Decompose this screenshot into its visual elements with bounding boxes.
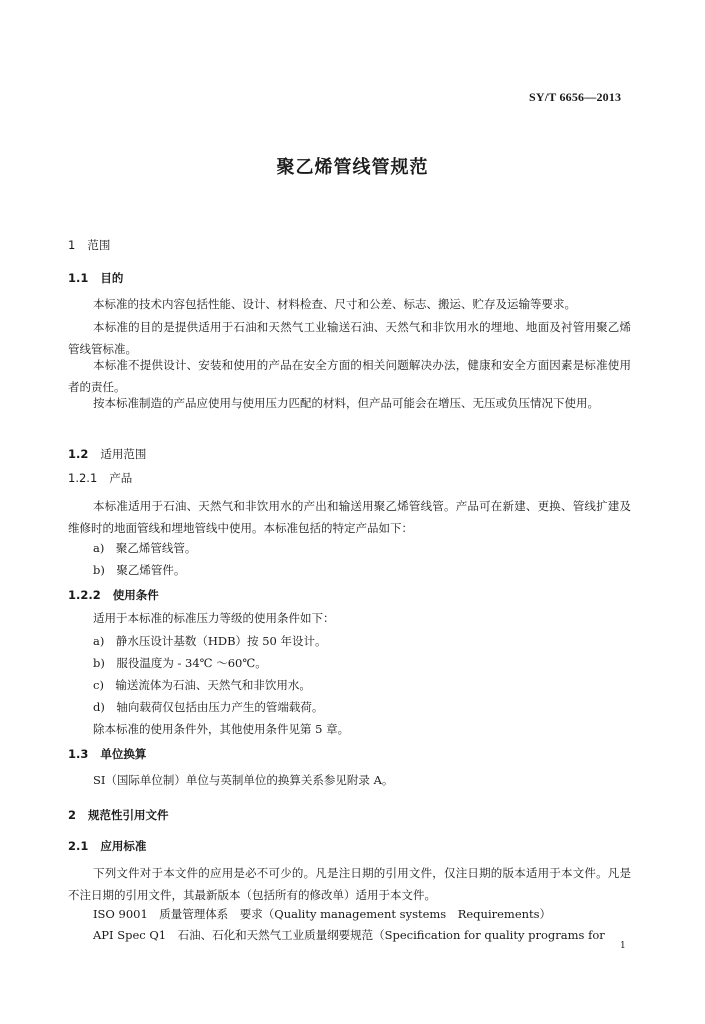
document-title: 聚乙烯管线管规范 [276,157,429,178]
section-1-3-heading [68,746,146,762]
section-number: 1 [68,238,76,252]
list-item: b) 服役温度为 - 34℃ ～60℃。 [93,656,267,670]
section-number: 2.1 [68,839,89,853]
section-title: 适用范围 [100,447,147,461]
paragraph: 本标准适用于石油、天然气和非饮用水的产出和输送用聚乙烯管线管。产品可在新建、更换、管线扩建及维修时的地面管线和埋地管线中使用。本标准包括的特定产品如下： [68,499,631,535]
paragraph: 本标准的目的是提供适用于石油和天然气工业输送石油、天然气和非饮用水的埋地、地面及衬管用聚乙烯管线管标准。 [68,320,631,356]
section-number: 1.3 [68,747,89,761]
paragraph: 本标准的技术内容包括性能、设计、材料检查、尺寸和公差、标志、搬运、贮存及运输等要求。 [93,297,576,311]
section-number: 1.1 [68,271,89,285]
section-1-1-heading [68,270,123,286]
section-title: 范围 [87,238,111,252]
list-item: d) 轴向载荷仅包括由压力产生的管端载荷。 [93,700,324,714]
section-title: 使用条件 [112,588,159,602]
section-2-heading [68,807,169,823]
paragraph: 按本标准制造的产品应使用与使用压力匹配的材料，但产品可能会在增压、无压或负压情况下使用。 [93,396,599,410]
section-title: 规范性引用文件 [88,808,169,822]
section-1-2-2-heading [68,587,159,603]
section-title: 应用标准 [100,839,147,853]
section-1-2-heading [68,446,146,462]
section-number: 2 [68,808,77,822]
paragraph: 除本标准的使用条件外，其他使用条件见第 5 章。 [93,722,350,736]
list-item: a) 静水压设计基数（HDB）按 50 年设计。 [93,634,327,648]
paragraph: 下列文件对于本文件的应用是必不可少的。凡是注日期的引用文件，仅注日期的版本适用于本文件。凡是不注日期的引用文件，其最新版本（包括所有的修改单）适用于本文件。 [68,866,631,902]
section-title: 目的 [100,271,124,285]
paragraph: 适用于本标准的标准压力等级的使用条件如下： [93,611,335,625]
standard-number: SY/T 6656—2013 [529,90,622,104]
section-number: 1.2.1 [68,471,98,485]
section-number: 1.2 [68,447,89,461]
section-title: 单位换算 [100,747,147,761]
section-2-1-heading [68,838,146,854]
reference-item: ISO 9001 质量管理体系 要求（Quality management systems Requirements） [93,907,552,921]
section-title: 产品 [109,471,133,485]
paragraph: SI（国际单位制）单位与英制单位的换算关系参见附录 A。 [93,773,394,787]
section-number: 1.2.2 [68,588,101,602]
reference-item: API Spec Q1 石油、石化和天然气工业质量纲要规范（Specification for quality programs for [93,928,605,942]
list-item: a) 聚乙烯管线管。 [93,541,197,555]
list-item: c) 输送流体为石油、天然气和非饮用水。 [93,678,311,692]
section-1-2-1-heading [68,470,132,486]
section-1-heading [68,237,110,253]
page-number: 1 [620,941,626,951]
list-item: b) 聚乙烯管件。 [93,563,186,577]
paragraph: 本标准不提供设计、安装和使用的产品在安全方面的相关问题解决办法，健康和安全方面因素是标准使用者的责任。 [68,358,631,394]
